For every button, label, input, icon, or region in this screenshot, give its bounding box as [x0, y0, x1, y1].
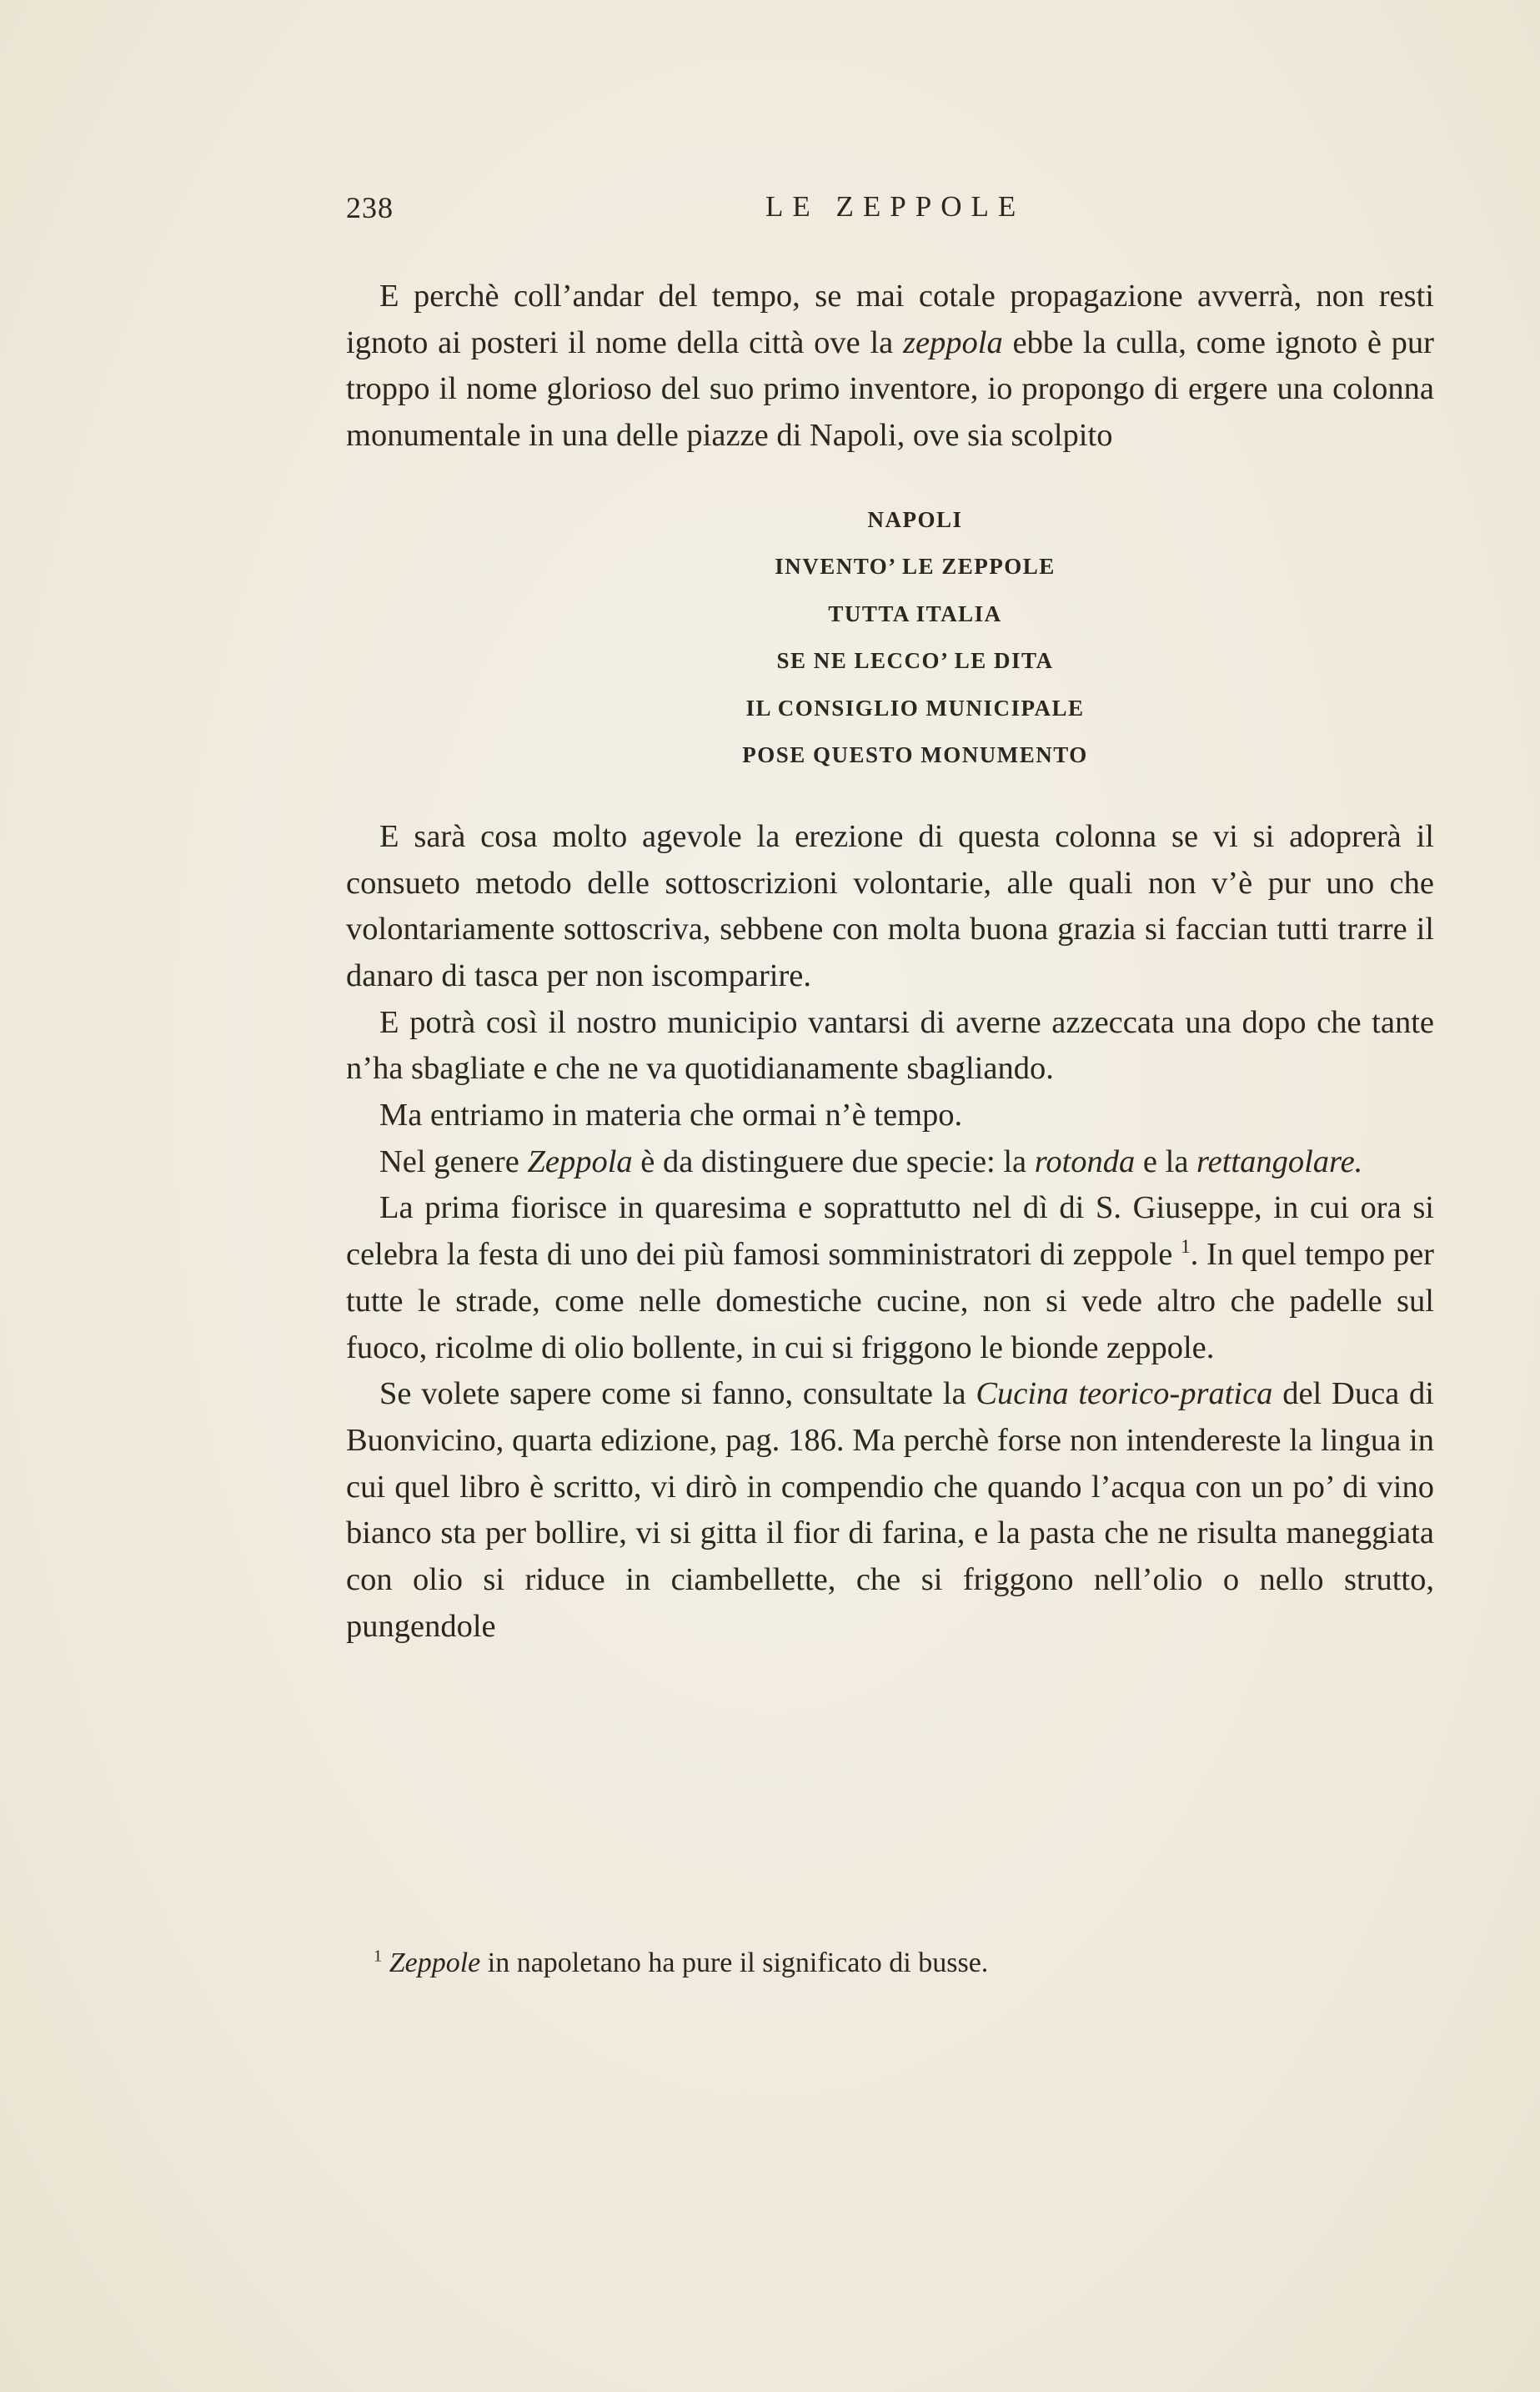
paragraph-1-italic: zeppola: [902, 324, 1003, 360]
paragraph-5-italic-b: rotonda: [1034, 1143, 1136, 1179]
inscription-line: INVENTO’ LE ZEPPOLE: [775, 554, 1056, 580]
paragraph-5-text-a: Nel genere: [379, 1143, 528, 1179]
paragraph-7-italic: Cucina teorico-pratica: [976, 1376, 1273, 1412]
inscription-line: TUTTA ITALIA: [828, 601, 1002, 626]
paragraph-1: [346, 274, 1434, 460]
page-number: 238: [346, 191, 394, 224]
footnote-text: in napoletano ha pure il significato di busse.: [480, 1947, 989, 1978]
paragraph-4: Ma entriamo in materia che ormai n’è tempo.: [379, 1098, 963, 1133]
paragraph-1-text-b: ebbe la culla, come ignoto è pur troppo il nome glorioso del suo primo inventore, io propongo di ergere una colonna monumentale in una delle piazze di Napoli, ove sia scolpito: [346, 324, 1434, 454]
paragraph-5-text-c: e la: [1135, 1143, 1197, 1179]
footnote: [374, 1947, 988, 1979]
paragraph-7: [346, 1371, 1434, 1650]
footnote-marker: 1: [374, 1947, 383, 1966]
inscription-line: POSE QUESTO MONUMENTO: [742, 742, 1088, 768]
paragraph-6-text-a: La prima fiorisce in quaresima e soprattutto nel dì di S. Giuseppe, in cui ora si celebra la festa di uno dei più famosi somministratori di zeppole: [346, 1190, 1434, 1273]
paragraph-6: [346, 1185, 1434, 1371]
body-text: [346, 274, 1434, 1650]
footnote-reference: 1: [1181, 1235, 1191, 1258]
paragraph-2: E sarà cosa molto agevole la erezione di questa colonna se vi si adoprerà il consueto metodo delle sottoscrizioni volontarie, alle quali non v’è pur uno che volontariamente sottoscriva, sebbene con molta buona grazia si faccian tutti trarre il danaro di tasca per non iscomparire.: [346, 818, 1434, 993]
paragraph-1-text-a: E perchè coll’andar del tempo, se mai cotale propagazione avverrà, non resti ignoto ai posteri il nome della città ove la: [346, 279, 1434, 360]
paragraph-6-text-b: . In quel tempo per tutte le strade, come nelle domestiche cucine, non si vede altro che padelle sul fuoco, ricolme di olio bollente, in cui si friggono le bionde zeppole.: [346, 1237, 1435, 1365]
inscription-line: NAPOLI: [867, 506, 963, 532]
inscription-line: SE NE LECCO’ LE DITA: [776, 648, 1054, 674]
page-header: [346, 190, 1442, 232]
monument-inscription: [346, 496, 1434, 779]
paragraph-3: E potrà così il nostro municipio vantarsi di averne azzeccata una dopo che tante n’ha sbagliate e che ne va quotidianamente sbagliando.: [346, 1004, 1434, 1087]
paragraph-5-italic-a: Zeppola: [527, 1143, 633, 1179]
paragraph-5: [346, 1139, 1434, 1186]
running-title: LE ZEPPOLE: [765, 190, 1026, 223]
paragraph-7-text-a: Se volete sapere come si fanno, consultate la: [379, 1376, 976, 1412]
inscription-line: IL CONSIGLIO MUNICIPALE: [745, 695, 1085, 721]
paragraph-5-italic-c: rettangolare.: [1196, 1143, 1363, 1179]
paragraph-5-text-b: è da distinguere due specie: la: [632, 1143, 1035, 1179]
footnote-italic: Zeppole: [389, 1947, 481, 1978]
paragraph-7-text-b: del Duca di Buonvicino, quarta edizione, pag. 186. Ma perchè forse non intendereste la lingua in cui quel libro è scritto, vi dirò in compendio che quando l’acqua con un po’ di vino bianco sta per bollire, vi si gitta il fior di farina, e la pasta che ne risulta maneggiata con olio si riduce in ciambellette, che si friggono nell’olio o nello strutto, pungendole: [346, 1376, 1434, 1644]
